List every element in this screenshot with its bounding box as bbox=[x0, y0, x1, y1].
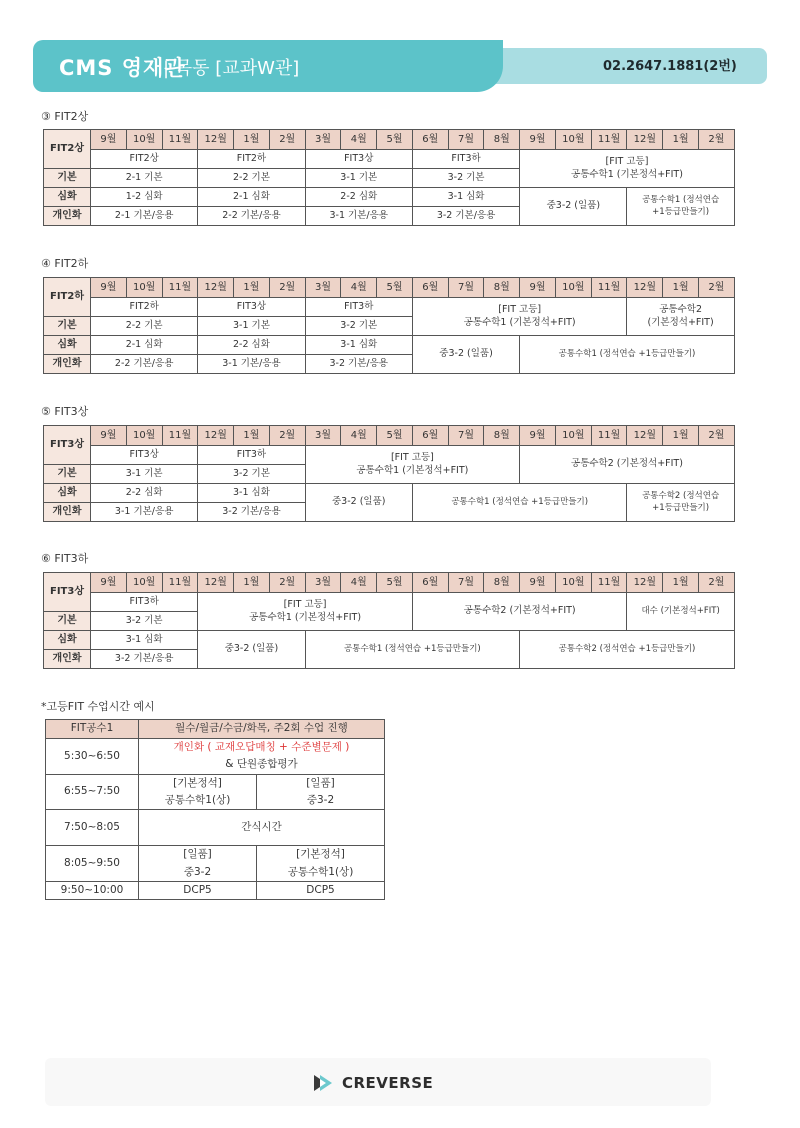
middle-school-cell: 중3-2 (일품) bbox=[520, 188, 627, 226]
algebra-cell: 대수 (기본정석+FIT) bbox=[627, 593, 734, 631]
schedule-table-fit3-sang bbox=[43, 425, 735, 522]
fit-header-desc: 월수/월금/수금/화목, 주2회 수업 진행 bbox=[139, 720, 385, 739]
month-cell: 1월 bbox=[663, 426, 699, 446]
high-school-course-cell bbox=[520, 150, 735, 188]
activity-course: 공통수학1(상) bbox=[287, 865, 354, 878]
corner-label: FIT2상 bbox=[44, 130, 91, 169]
row-label-personal: 개인화 bbox=[44, 650, 91, 669]
deep-cell: 3-1 심화 bbox=[305, 336, 412, 355]
middle-school-cell: 중3-2 (일품) bbox=[198, 631, 305, 669]
advanced-course-cell: 공통수학1 (정석연습 +1등급만들기) bbox=[412, 484, 627, 522]
deep-cell: 2-2 심화 bbox=[198, 336, 305, 355]
basic-cell: 3-1 기본 bbox=[91, 465, 198, 484]
basic-cell: 3-1 기본 bbox=[198, 317, 305, 336]
month-cell: 7월 bbox=[448, 278, 484, 298]
phone-number: 02.2647.1881(2번) bbox=[603, 59, 737, 74]
course-cell: FIT3하 bbox=[198, 446, 305, 465]
month-cell: 4월 bbox=[341, 426, 377, 446]
corner-label: FIT3상 bbox=[44, 573, 91, 612]
high-school-course-cell bbox=[305, 446, 520, 484]
basic-cell: 2-2 기본 bbox=[198, 169, 305, 188]
month-cell: 9월 bbox=[91, 130, 127, 150]
activity-label: [기본정석] bbox=[296, 848, 345, 861]
deep-cell: 1-2 심화 bbox=[91, 188, 198, 207]
month-cell: 3월 bbox=[305, 130, 341, 150]
branch-name: | 목동 [교과W관] bbox=[163, 58, 300, 79]
row-label-personal: 개인화 bbox=[44, 355, 91, 374]
hs-course: 공통수학1 (기본정석+FIT) bbox=[463, 316, 576, 328]
month-cell: 12월 bbox=[627, 426, 663, 446]
logo-text: CREVERSE bbox=[342, 1074, 434, 1092]
activity-cell bbox=[257, 774, 385, 810]
advanced-course-cell: 공통수학1 (정석연습 +1등급만들기) bbox=[520, 336, 735, 374]
month-cell: 4월 bbox=[341, 573, 377, 593]
course-cell: FIT3하 bbox=[412, 150, 519, 169]
activity-cell bbox=[257, 846, 385, 882]
month-cell: 9월 bbox=[91, 573, 127, 593]
hs-label: [FIT 고등] bbox=[605, 155, 649, 167]
row-label-deep: 심화 bbox=[44, 336, 91, 355]
adv2-line-1: 공통수학2 (정석연습 bbox=[642, 491, 720, 502]
time-cell: 9:50~10:00 bbox=[46, 881, 139, 899]
month-cell: 10월 bbox=[555, 278, 591, 298]
personal-cell: 3-1 기본/응용 bbox=[91, 503, 198, 522]
month-cell: 2월 bbox=[269, 278, 305, 298]
middle-school-cell: 중3-2 (일품) bbox=[305, 484, 412, 522]
personal-cell: 3-2 기본/응용 bbox=[305, 355, 412, 374]
section-title-fit3-sang: ⑤ FIT3상 bbox=[41, 405, 89, 418]
month-cell: 12월 bbox=[198, 278, 234, 298]
hs-course: 공통수학1 (기본정석+FIT) bbox=[356, 464, 469, 476]
basic-cell: 2-2 기본 bbox=[91, 317, 198, 336]
month-cell: 2월 bbox=[269, 573, 305, 593]
hs-course: 공통수학1 (기본정석+FIT) bbox=[571, 168, 683, 180]
personal-cell: 3-2 기본/응용 bbox=[412, 207, 519, 226]
advanced-course-cell: 공통수학1 (정석연습 +1등급만들기) bbox=[305, 631, 520, 669]
month-cell: 8월 bbox=[484, 426, 520, 446]
month-cell: 1월 bbox=[234, 130, 270, 150]
high-school-course-cell bbox=[198, 593, 413, 631]
page-header bbox=[33, 40, 767, 92]
hs-course: 공통수학1 (기본정석+FIT) bbox=[249, 611, 362, 623]
activity-cell: DCP5 bbox=[139, 881, 257, 899]
personal-cell: 3-1 기본/응용 bbox=[198, 355, 305, 374]
deep-cell: 2-1 심화 bbox=[91, 336, 198, 355]
adv-line-2: +1등급만들기) bbox=[652, 206, 710, 217]
basic-cell: 2-1 기본 bbox=[91, 169, 198, 188]
course-cell: FIT2하 bbox=[198, 150, 305, 169]
common-math2-cell bbox=[627, 298, 734, 336]
row-label-basic: 기본 bbox=[44, 317, 91, 336]
personal-cell: 3-1 기본/응용 bbox=[305, 207, 412, 226]
month-cell: 11월 bbox=[162, 573, 198, 593]
month-cell: 2월 bbox=[699, 426, 735, 446]
month-cell: 12월 bbox=[627, 573, 663, 593]
activity-label: [일품] bbox=[306, 776, 335, 789]
basic-cell: 3-1 기본 bbox=[305, 169, 412, 188]
adv2-line-2: +1등급만들기) bbox=[652, 502, 710, 513]
evaluation-line: & 단원종합평가 bbox=[225, 758, 298, 771]
adv-line-1: 공통수학1 (정석연습 bbox=[642, 195, 720, 206]
c2-line-1: 공통수학2 bbox=[659, 303, 703, 315]
month-cell: 11월 bbox=[591, 278, 627, 298]
month-cell: 10월 bbox=[126, 278, 162, 298]
month-cell: 11월 bbox=[591, 573, 627, 593]
month-cell: 3월 bbox=[305, 426, 341, 446]
time-cell: 7:50~8:05 bbox=[46, 810, 139, 846]
activity-cell bbox=[139, 846, 257, 882]
month-cell: 9월 bbox=[91, 426, 127, 446]
basic-cell: 3-2 기본 bbox=[305, 317, 412, 336]
schedule-table-fit3-ha bbox=[43, 572, 735, 669]
personal-cell: 2-2 기본/응용 bbox=[91, 355, 198, 374]
row-label-deep: 심화 bbox=[44, 188, 91, 207]
deep-cell: 2-2 심화 bbox=[305, 188, 412, 207]
month-cell: 7월 bbox=[448, 130, 484, 150]
month-cell: 5월 bbox=[377, 573, 413, 593]
fit-time-note: *고등FIT 수업시간 예시 bbox=[41, 700, 155, 713]
row-label-basic: 기본 bbox=[44, 465, 91, 484]
month-cell: 9월 bbox=[91, 278, 127, 298]
section-title-fit3-ha: ⑥ FIT3하 bbox=[41, 552, 89, 565]
month-cell: 10월 bbox=[126, 426, 162, 446]
month-cell: 6월 bbox=[412, 130, 448, 150]
advanced-course2-cell bbox=[627, 484, 734, 522]
basic-cell: 3-2 기본 bbox=[412, 169, 519, 188]
month-cell: 12월 bbox=[627, 278, 663, 298]
month-cell: 1월 bbox=[663, 130, 699, 150]
month-cell: 8월 bbox=[484, 130, 520, 150]
fit-header-label: FIT공수1 bbox=[46, 720, 139, 739]
advanced-course2-cell: 공통수학2 (정석연습 +1등급만들기) bbox=[520, 631, 735, 669]
hs-label: [FIT 고등] bbox=[283, 598, 327, 610]
month-cell: 1월 bbox=[663, 573, 699, 593]
row-label-personal: 개인화 bbox=[44, 503, 91, 522]
month-cell: 5월 bbox=[377, 130, 413, 150]
corner-label: FIT3상 bbox=[44, 426, 91, 465]
month-cell: 3월 bbox=[305, 573, 341, 593]
time-cell: 8:05~9:50 bbox=[46, 846, 139, 882]
brand-logo: CMS 영재관 bbox=[59, 56, 186, 80]
month-cell: 12월 bbox=[198, 573, 234, 593]
month-cell: 5월 bbox=[377, 426, 413, 446]
c2-line-2: (기본정석+FIT) bbox=[647, 316, 714, 328]
section-title-fit2-ha: ④ FIT2하 bbox=[41, 257, 89, 270]
month-cell: 6월 bbox=[412, 573, 448, 593]
deep-cell: 2-2 심화 bbox=[91, 484, 198, 503]
month-cell: 11월 bbox=[162, 426, 198, 446]
activity-cell bbox=[139, 774, 257, 810]
activity-label: [일품] bbox=[183, 848, 212, 861]
high-school-course-cell bbox=[412, 298, 627, 336]
activity-cell: DCP5 bbox=[257, 881, 385, 899]
month-cell: 10월 bbox=[126, 573, 162, 593]
hs-label: [FIT 고등] bbox=[390, 451, 434, 463]
deep-cell: 3-1 심화 bbox=[412, 188, 519, 207]
month-cell: 1월 bbox=[234, 278, 270, 298]
month-cell: 12월 bbox=[198, 426, 234, 446]
month-cell: 2월 bbox=[699, 278, 735, 298]
corner-label: FIT2하 bbox=[44, 278, 91, 317]
hs-label: [FIT 고등] bbox=[498, 303, 542, 315]
course-cell: FIT3하 bbox=[91, 593, 198, 612]
course-cell: FIT2하 bbox=[91, 298, 198, 317]
creverse-logo-icon bbox=[312, 1073, 336, 1093]
month-cell: 11월 bbox=[591, 130, 627, 150]
personal-cell: 2-1 기본/응용 bbox=[91, 207, 198, 226]
advanced-course-cell bbox=[627, 188, 734, 226]
activity-course: 공통수학1(상) bbox=[164, 793, 231, 806]
course-cell: FIT3상 bbox=[91, 446, 198, 465]
activity-label: [기본정석] bbox=[173, 776, 222, 789]
month-cell: 8월 bbox=[484, 278, 520, 298]
month-cell: 6월 bbox=[412, 278, 448, 298]
schedule-table-fit2-ha bbox=[43, 277, 735, 374]
schedule-table-fit2-sang bbox=[43, 129, 735, 226]
month-cell: 11월 bbox=[162, 130, 198, 150]
month-cell: 9월 bbox=[520, 426, 556, 446]
activity-course: 중3-2 bbox=[183, 865, 212, 878]
month-cell: 2월 bbox=[699, 573, 735, 593]
month-cell: 9월 bbox=[520, 278, 556, 298]
common-math2-cell: 공통수학2 (기본정석+FIT) bbox=[412, 593, 627, 631]
month-cell: 4월 bbox=[341, 130, 377, 150]
creverse-logo bbox=[312, 1073, 452, 1093]
row-label-basic: 기본 bbox=[44, 612, 91, 631]
course-cell: FIT2상 bbox=[91, 150, 198, 169]
course-cell: FIT3상 bbox=[305, 150, 412, 169]
month-cell: 1월 bbox=[234, 426, 270, 446]
month-cell: 3월 bbox=[305, 278, 341, 298]
month-cell: 2월 bbox=[699, 130, 735, 150]
month-cell: 9월 bbox=[520, 573, 556, 593]
common-math2-cell: 공통수학2 (기본정석+FIT) bbox=[520, 446, 735, 484]
fit-time-table bbox=[45, 719, 385, 900]
activity-course: 중3-2 bbox=[306, 793, 335, 806]
middle-school-cell: 중3-2 (일품) bbox=[412, 336, 519, 374]
row-label-deep: 심화 bbox=[44, 631, 91, 650]
row-label-basic: 기본 bbox=[44, 169, 91, 188]
personal-cell: 3-2 기본/응용 bbox=[91, 650, 198, 669]
month-cell: 1월 bbox=[663, 278, 699, 298]
month-cell: 7월 bbox=[448, 426, 484, 446]
month-cell: 5월 bbox=[377, 278, 413, 298]
basic-cell: 3-2 기본 bbox=[198, 465, 305, 484]
personal-cell: 2-2 기본/응용 bbox=[198, 207, 305, 226]
month-cell: 1월 bbox=[234, 573, 270, 593]
month-cell: 10월 bbox=[555, 426, 591, 446]
month-cell: 11월 bbox=[162, 278, 198, 298]
basic-cell: 3-2 기본 bbox=[91, 612, 198, 631]
snack-time-cell: 간식시간 bbox=[139, 810, 385, 846]
row-label-personal: 개인화 bbox=[44, 207, 91, 226]
activity-cell bbox=[139, 739, 385, 775]
personal-line: 개인화 ( 교재오답매칭 + 수준별문제 ) bbox=[173, 741, 350, 753]
month-cell: 12월 bbox=[627, 130, 663, 150]
row-label-deep: 심화 bbox=[44, 484, 91, 503]
deep-cell: 3-1 심화 bbox=[198, 484, 305, 503]
month-cell: 10월 bbox=[555, 573, 591, 593]
time-cell: 5:30~6:50 bbox=[46, 739, 139, 775]
month-cell: 2월 bbox=[269, 130, 305, 150]
month-cell: 4월 bbox=[341, 278, 377, 298]
month-cell: 12월 bbox=[198, 130, 234, 150]
deep-cell: 2-1 심화 bbox=[198, 188, 305, 207]
month-cell: 9월 bbox=[520, 130, 556, 150]
month-cell: 2월 bbox=[269, 426, 305, 446]
month-cell: 11월 bbox=[591, 426, 627, 446]
personal-cell: 3-2 기본/응용 bbox=[198, 503, 305, 522]
month-cell: 10월 bbox=[126, 130, 162, 150]
course-cell: FIT3하 bbox=[305, 298, 412, 317]
course-cell: FIT3상 bbox=[198, 298, 305, 317]
section-title-fit2-sang: ③ FIT2상 bbox=[41, 110, 89, 123]
deep-cell: 3-1 심화 bbox=[91, 631, 198, 650]
time-cell: 6:55~7:50 bbox=[46, 774, 139, 810]
month-cell: 10월 bbox=[555, 130, 591, 150]
month-cell: 6월 bbox=[412, 426, 448, 446]
month-cell: 7월 bbox=[448, 573, 484, 593]
month-cell: 8월 bbox=[484, 573, 520, 593]
